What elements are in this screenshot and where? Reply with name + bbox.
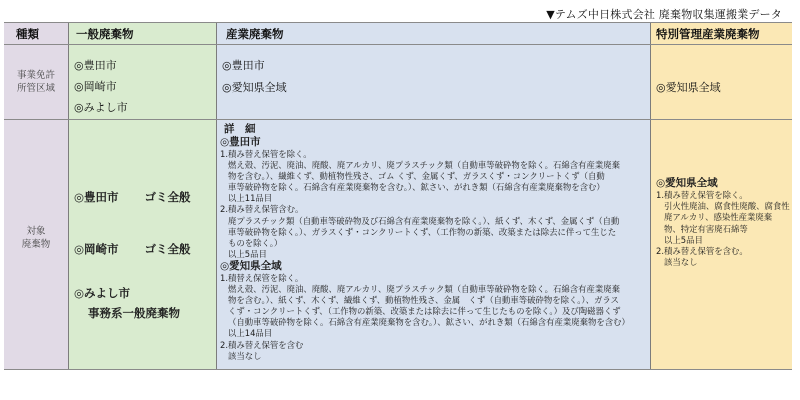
details-text-line: 物を含む。）、繊維くず、動植物性残さ、ゴム くず、金属くず、ガラスくず・コンクリートくず（自動 bbox=[228, 171, 605, 182]
details-text-line: 物を含む。）、紙くず、木くず、繊維くず、動植物性残さ、金属 くず（自動車等破砕物を除く。）、ガラス bbox=[228, 295, 619, 306]
details-count: 以上5品目 bbox=[228, 248, 267, 259]
divider bbox=[68, 23, 69, 369]
divider bbox=[4, 44, 792, 45]
target-general-miyoshi: ◎みよし市 bbox=[74, 286, 131, 300]
target-general-miyoshi-kind: 事務系一般廃棄物 bbox=[88, 306, 180, 320]
special-details bbox=[656, 177, 790, 268]
details-aichi-heading: ◎愛知県全域 bbox=[220, 259, 282, 272]
special-text-line: 物、特定有害廃石綿等 bbox=[664, 223, 748, 234]
details-toyota-heading: ◎豊田市 bbox=[220, 136, 261, 148]
header-special-waste: 特別管理産業廃棄物 bbox=[656, 27, 760, 41]
details-text-line: ものを除く。） bbox=[228, 237, 283, 248]
divider bbox=[4, 119, 792, 120]
permit-row-label: 事業免許 所管区域 bbox=[16, 70, 55, 94]
permit-general-toyota: ◎豊田市 bbox=[74, 59, 117, 72]
divider bbox=[216, 23, 217, 369]
page-caption: ▼テムズ中日株式会社 廃棄物収集運搬業データ bbox=[546, 8, 782, 21]
details-title: 詳 細 bbox=[224, 123, 256, 135]
details-note: 該当なし bbox=[228, 350, 262, 361]
target-general-okazaki: ◎岡崎市 ゴミ全般 bbox=[74, 242, 191, 256]
special-text-line: 引火性廃油、腐食性廃酸、腐食性 bbox=[664, 201, 790, 212]
details-text-line: 燃え殻、汚泥、廃油、廃酸、廃アルカリ、廃プラスチック類（自動車等破砕物を除く。石綿含有産業廃棄 bbox=[228, 160, 621, 171]
waste-data-table bbox=[4, 22, 792, 370]
details-aichi-item1: 1.積替え保管を除く。 bbox=[220, 272, 304, 283]
details-text-line: 車等破砕物を除く。）、ガラスくず・コンクリートくず、（工作物の新築、改築または除去に伴って生じた bbox=[228, 226, 617, 237]
special-item1: 1.積み替え保管を除く。 bbox=[656, 190, 748, 200]
special-count: 以上5品目 bbox=[664, 234, 703, 245]
details-text-line: 車等破砕物を除く。石綿含有産業廃棄物を含む。）、鉱さい、がれき類（石綿含有産業廃棄物を含む） bbox=[228, 182, 605, 193]
special-aichi-heading: ◎愛知県全域 bbox=[656, 177, 718, 189]
permit-industrial-toyota: ◎豊田市 bbox=[222, 59, 265, 72]
special-note: 該当なし bbox=[664, 257, 698, 268]
details-text-line: （自動車等破砕物を除く。石綿含有産業廃棄物を含む。）、鉱さい、がれき類（石綿含有産業廃棄物を含む） bbox=[228, 317, 630, 328]
header-general-waste: 一般廃棄物 bbox=[76, 27, 134, 41]
details-text-line: 廃プラスチック類（自動車等破砕物及び石綿含有産業廃棄物を除く。）、紙くず、木くず、金属くず（自動 bbox=[228, 215, 620, 226]
details-toyota-item1: 1.積み替え保管を除く。 bbox=[220, 149, 312, 159]
special-text-line: 廃アルカリ、感染性産業廃棄 bbox=[664, 212, 773, 223]
target-general-toyota: ◎豊田市 ゴミ全般 bbox=[74, 190, 191, 204]
details-toyota-item2: 2.積み替え保管含む。 bbox=[220, 204, 304, 215]
permit-industrial-aichi: ◎愛知県全域 bbox=[222, 81, 287, 94]
header-kind: 種類 bbox=[16, 27, 39, 41]
divider bbox=[650, 23, 651, 369]
details-count: 以上14品目 bbox=[228, 328, 273, 339]
header-industrial-waste: 産業廃棄物 bbox=[226, 27, 284, 41]
special-item2: 2.積み替え保管を含む。 bbox=[656, 246, 748, 257]
permit-general-miyoshi: ◎みよし市 bbox=[74, 101, 128, 114]
details-aichi-item2: 2.積み替え保管を含む bbox=[220, 339, 304, 350]
industrial-details bbox=[220, 123, 630, 362]
permit-special-aichi: ◎愛知県全域 bbox=[656, 81, 721, 94]
details-text-line: 燃え殻、汚泥、廃油、廃酸、廃アルカリ、廃プラスチック類（自動車等破砕物を除く。石綿含有産業廃棄 bbox=[228, 284, 621, 295]
target-row-label: 対象 廃棄物 bbox=[21, 226, 51, 250]
permit-general-okazaki: ◎岡崎市 bbox=[74, 80, 117, 93]
details-count: 以上11品目 bbox=[228, 193, 273, 204]
details-text-line: くず・コンクリートくず、（工作物の新築、改築または除去に伴って生じたものを除く。）及び陶磁器くず bbox=[228, 306, 621, 317]
